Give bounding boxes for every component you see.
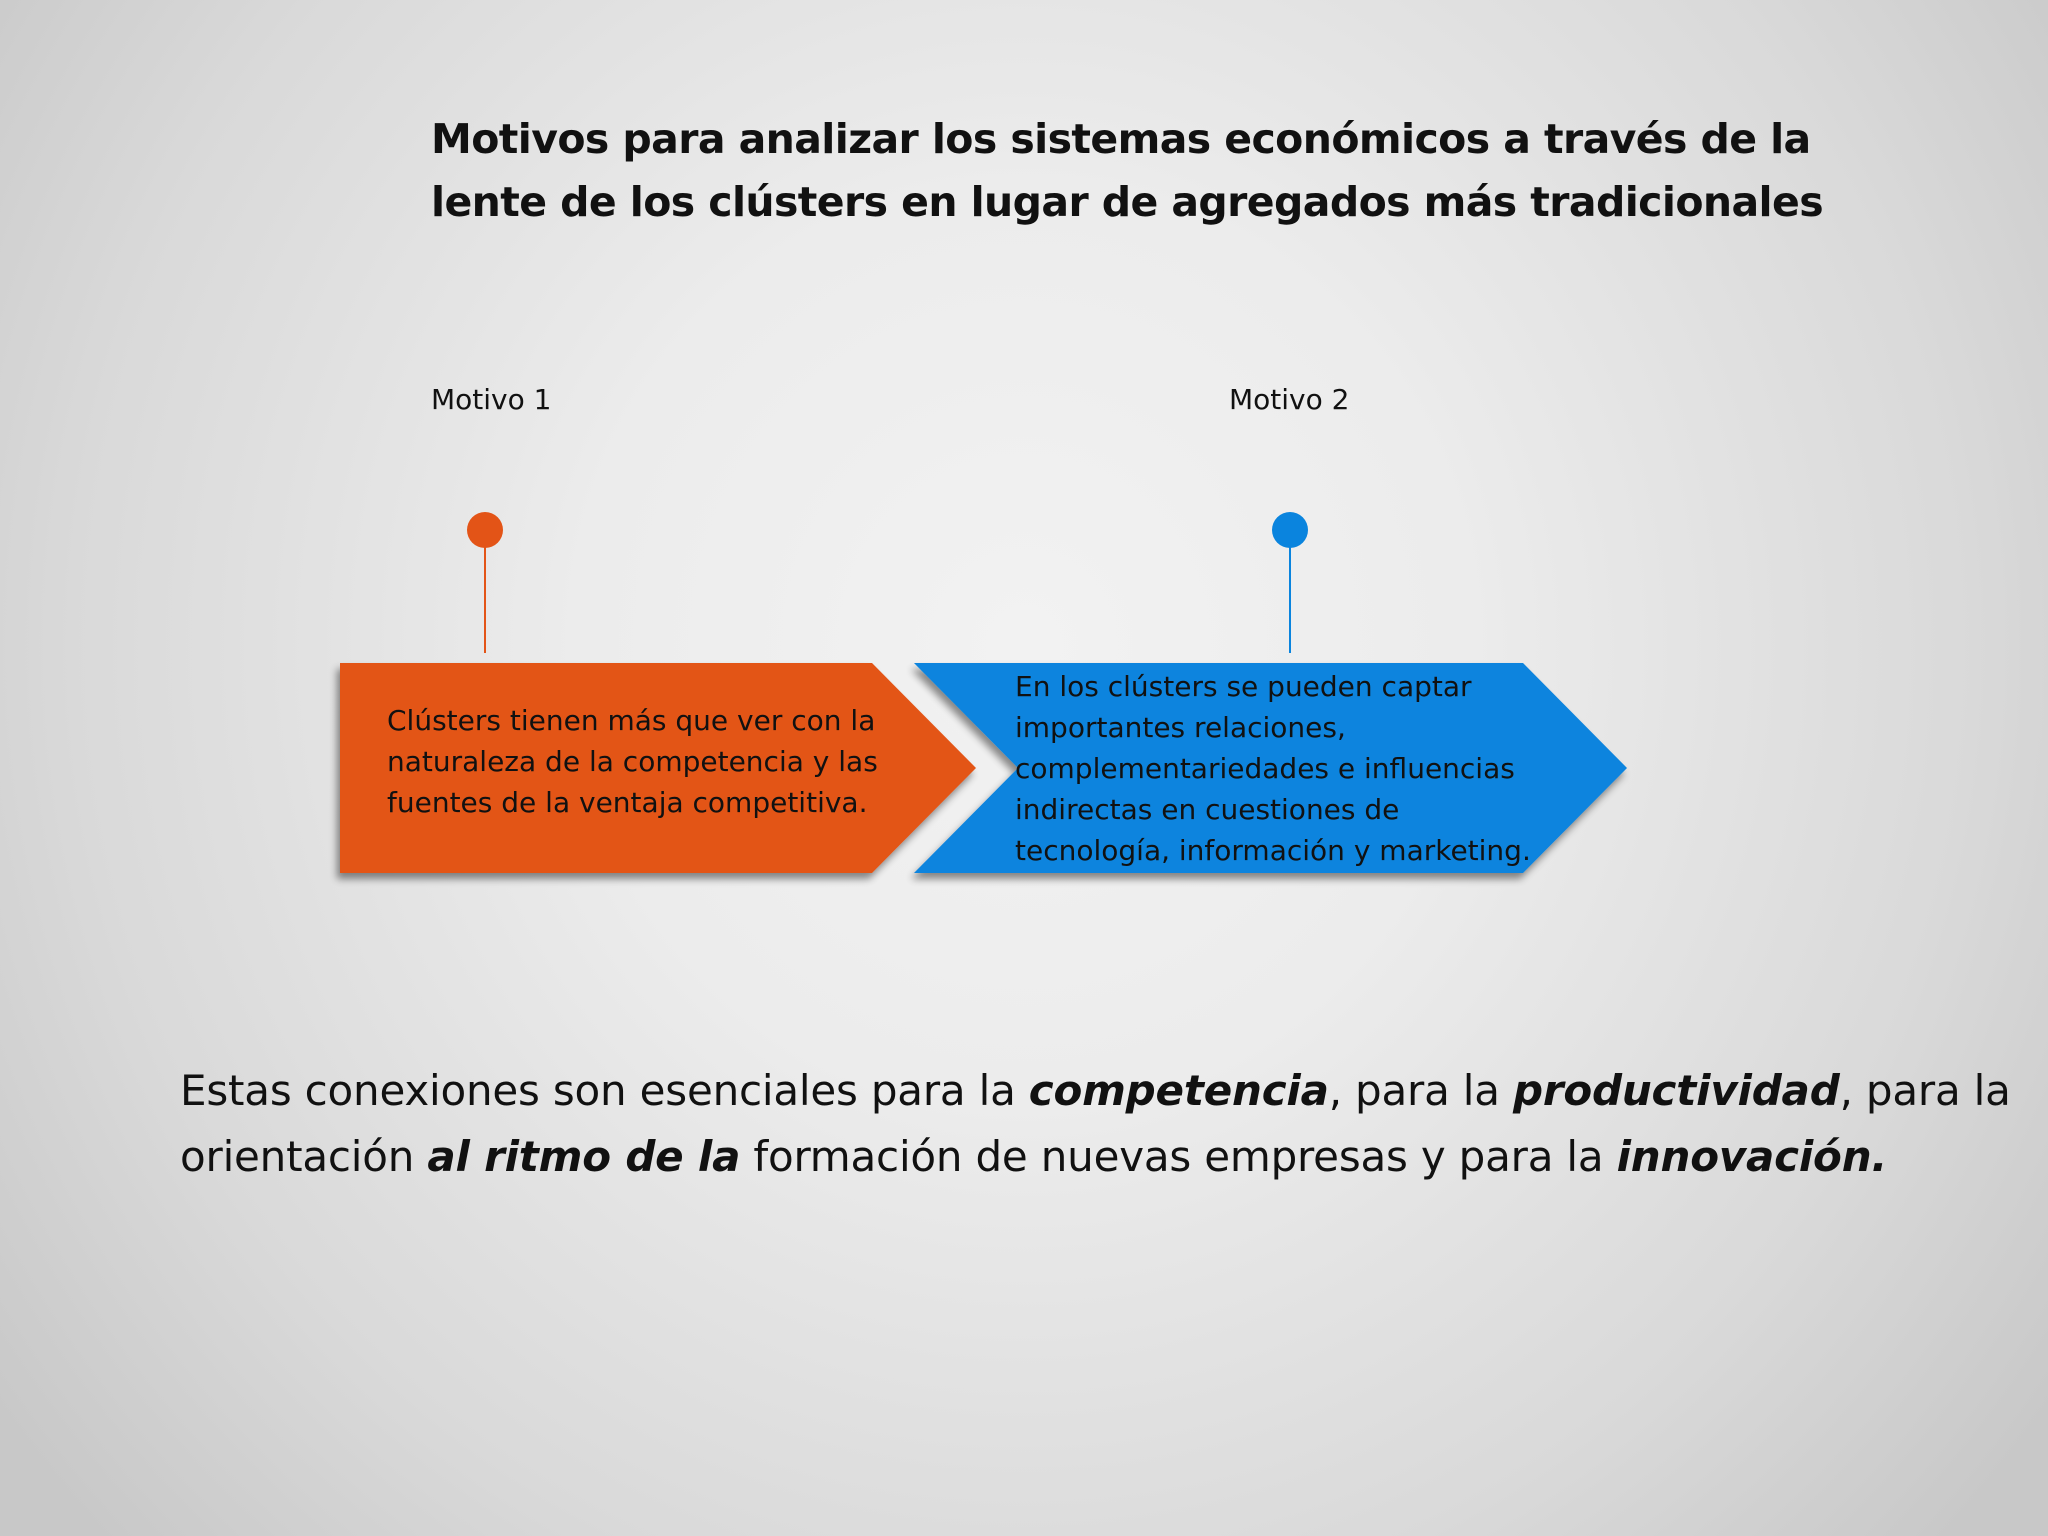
conclusion-text: , para la <box>1328 1066 1513 1115</box>
motivo-1-text-line: fuentes de la ventaja competitiva. <box>387 786 868 819</box>
conclusion-text: formación de nuevas empresas y para la <box>740 1132 1617 1181</box>
conclusion-paragraph <box>180 1058 2020 1190</box>
motivo-2-text-line: tecnología, información y marketing. <box>1015 834 1531 867</box>
emphasis-competencia: competencia <box>1028 1066 1329 1115</box>
conclusion-text: Estas conexiones son esenciales para la <box>180 1066 1029 1115</box>
conclusion-text: orientación <box>180 1132 428 1181</box>
motivo-2-label: Motivo 2 <box>1229 383 1350 416</box>
motivo-1-pin-marker <box>467 512 503 548</box>
motivo-1-text-line: naturaleza de la competencia y las <box>387 745 878 778</box>
slide-title-line-1: Motivos para analizar los sistemas económicos a través de la <box>431 115 1811 163</box>
motivo-2-description <box>1015 666 1531 871</box>
conclusion-text: , para la <box>1839 1066 2011 1115</box>
slide-title-line-2: lente de los clústers en lugar de agregados más tradicionales <box>431 178 1824 226</box>
motivo-2-text-line: indirectas en cuestiones de <box>1015 793 1400 826</box>
emphasis-al-ritmo: al ritmo de la <box>427 1132 741 1181</box>
motivo-1-text-line: Clústers tienen más que ver con la <box>387 704 876 737</box>
conclusion-line-1 <box>180 1058 2020 1124</box>
motivo-2-text-line: En los clústers se pueden captar <box>1015 670 1472 703</box>
motivo-2-pin-marker <box>1272 512 1308 548</box>
conclusion-line-2 <box>180 1124 2020 1190</box>
emphasis-productividad: productividad <box>1512 1066 1840 1115</box>
motivo-1-label: Motivo 1 <box>431 383 552 416</box>
motivo-2-text-line: importantes relaciones, <box>1015 711 1346 744</box>
emphasis-innovacion: innovación. <box>1616 1132 1888 1181</box>
motivo-2-text-line: complementariedades e influencias <box>1015 752 1515 785</box>
motivo-1-pin-line <box>484 546 486 653</box>
motivo-1-description <box>387 700 878 823</box>
motivo-2-pin-line <box>1289 546 1291 653</box>
